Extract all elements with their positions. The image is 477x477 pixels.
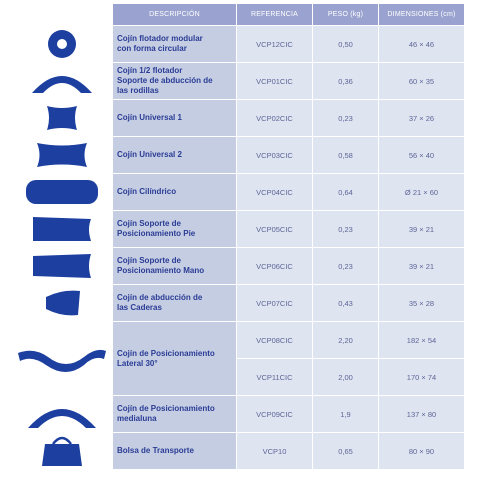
reference-cell: VCP05CIC [237,211,313,248]
table-row [11,63,465,100]
dimensions-cell: 80 × 90 [379,433,465,470]
product-image-cell [11,285,113,322]
table-row [11,100,465,137]
dimensions-cell: Ø 21 × 60 [379,174,465,211]
weight-cell: 0,23 [313,248,379,285]
product-image-cell [11,211,113,248]
lateral-cushion-icon [14,339,110,379]
reference-cell: VCP03CIC [237,137,313,174]
product-image-cell [11,100,113,137]
header-peso: PESO (kg) [313,4,379,26]
weight-cell: 1,9 [313,396,379,433]
dimensions-cell: 170 × 74 [379,359,465,396]
description-cell: Cojín de Posicionamiento medialuna [113,396,237,433]
header-dimensiones: DIMENSIONES (cm) [379,4,465,26]
transport-bag-icon [37,434,87,468]
dimensions-cell: 37 × 26 [379,100,465,137]
foot-cushion-icon [27,213,97,245]
description-cell: Cojín Universal 2 [113,137,237,174]
description-cell: Cojín Cilíndrico [113,174,237,211]
dimensions-cell: 35 × 28 [379,285,465,322]
pillow-icon [27,139,97,171]
hand-cushion-icon [27,250,97,282]
product-image-cell [11,396,113,433]
weight-cell: 2,00 [313,359,379,396]
half-float-cushion-icon [27,65,97,97]
table-row [11,285,465,322]
dimensions-cell: 39 × 21 [379,248,465,285]
description-cell: Cojín Universal 1 [113,100,237,137]
reference-cell: VCP04CIC [237,174,313,211]
dimensions-cell: 182 × 54 [379,322,465,359]
reference-cell: VCP08CIC [237,322,313,359]
description-cell: Cojín Soporte de Posicionamiento Pie [113,211,237,248]
description-cell: Bolsa de Transporte [113,433,237,470]
product-image-cell [11,433,113,470]
weight-cell: 0,50 [313,26,379,63]
table-row [11,396,465,433]
dimensions-cell: 56 × 40 [379,137,465,174]
reference-cell: VCP07CIC [237,285,313,322]
table-row [11,248,465,285]
dimensions-cell: 39 × 21 [379,211,465,248]
description-cell: Cojín de Posicionamiento Lateral 30° [113,322,237,396]
table-row [11,137,465,174]
wedge-cushion-icon [32,287,92,319]
table-row [11,322,465,359]
description-cell: Cojín Soporte de Posicionamiento Mano [113,248,237,285]
reference-cell: VCP01CIC [237,63,313,100]
weight-cell: 0,36 [313,63,379,100]
half-moon-cushion-icon [24,398,100,430]
weight-cell: 2,20 [313,322,379,359]
product-image-cell [11,63,113,100]
table-row [11,26,465,63]
dimensions-cell: 137 × 80 [379,396,465,433]
weight-cell: 0,58 [313,137,379,174]
header-descripcion: DESCRIPCIÓN [113,4,237,26]
description-cell: Cojín de abducción de las Caderas [113,285,237,322]
product-image-cell [11,26,113,63]
header-referencia: REFERENCIA [237,4,313,26]
reference-cell: VCP12CIC [237,26,313,63]
reference-cell: VCP02CIC [237,100,313,137]
weight-cell: 0,43 [313,285,379,322]
product-image-cell [11,248,113,285]
product-image-cell [11,174,113,211]
table-row [11,433,465,470]
dimensions-cell: 60 × 35 [379,63,465,100]
cylinder-cushion-icon [20,176,104,208]
reference-cell: VCP11CIC [237,359,313,396]
weight-cell: 0,64 [313,174,379,211]
reference-cell: VCP09CIC [237,396,313,433]
weight-cell: 0,23 [313,100,379,137]
dimensions-cell: 46 × 46 [379,26,465,63]
product-image-cell [11,322,113,396]
weight-cell: 0,65 [313,433,379,470]
description-cell: Cojín 1/2 flotador Soporte de abducción de las rodillas [113,63,237,100]
pillow-icon [37,102,87,134]
reference-cell: VCP06CIC [237,248,313,285]
table-row [11,174,465,211]
header-image [11,4,113,26]
table-row [11,211,465,248]
description-cell: Cojín flotador modular con forma circular [113,26,237,63]
reference-cell: VCP10 [237,433,313,470]
weight-cell: 0,23 [313,211,379,248]
header-row [11,4,465,26]
round-cushion-icon [32,28,92,60]
product-table [10,3,465,470]
product-image-cell [11,137,113,174]
